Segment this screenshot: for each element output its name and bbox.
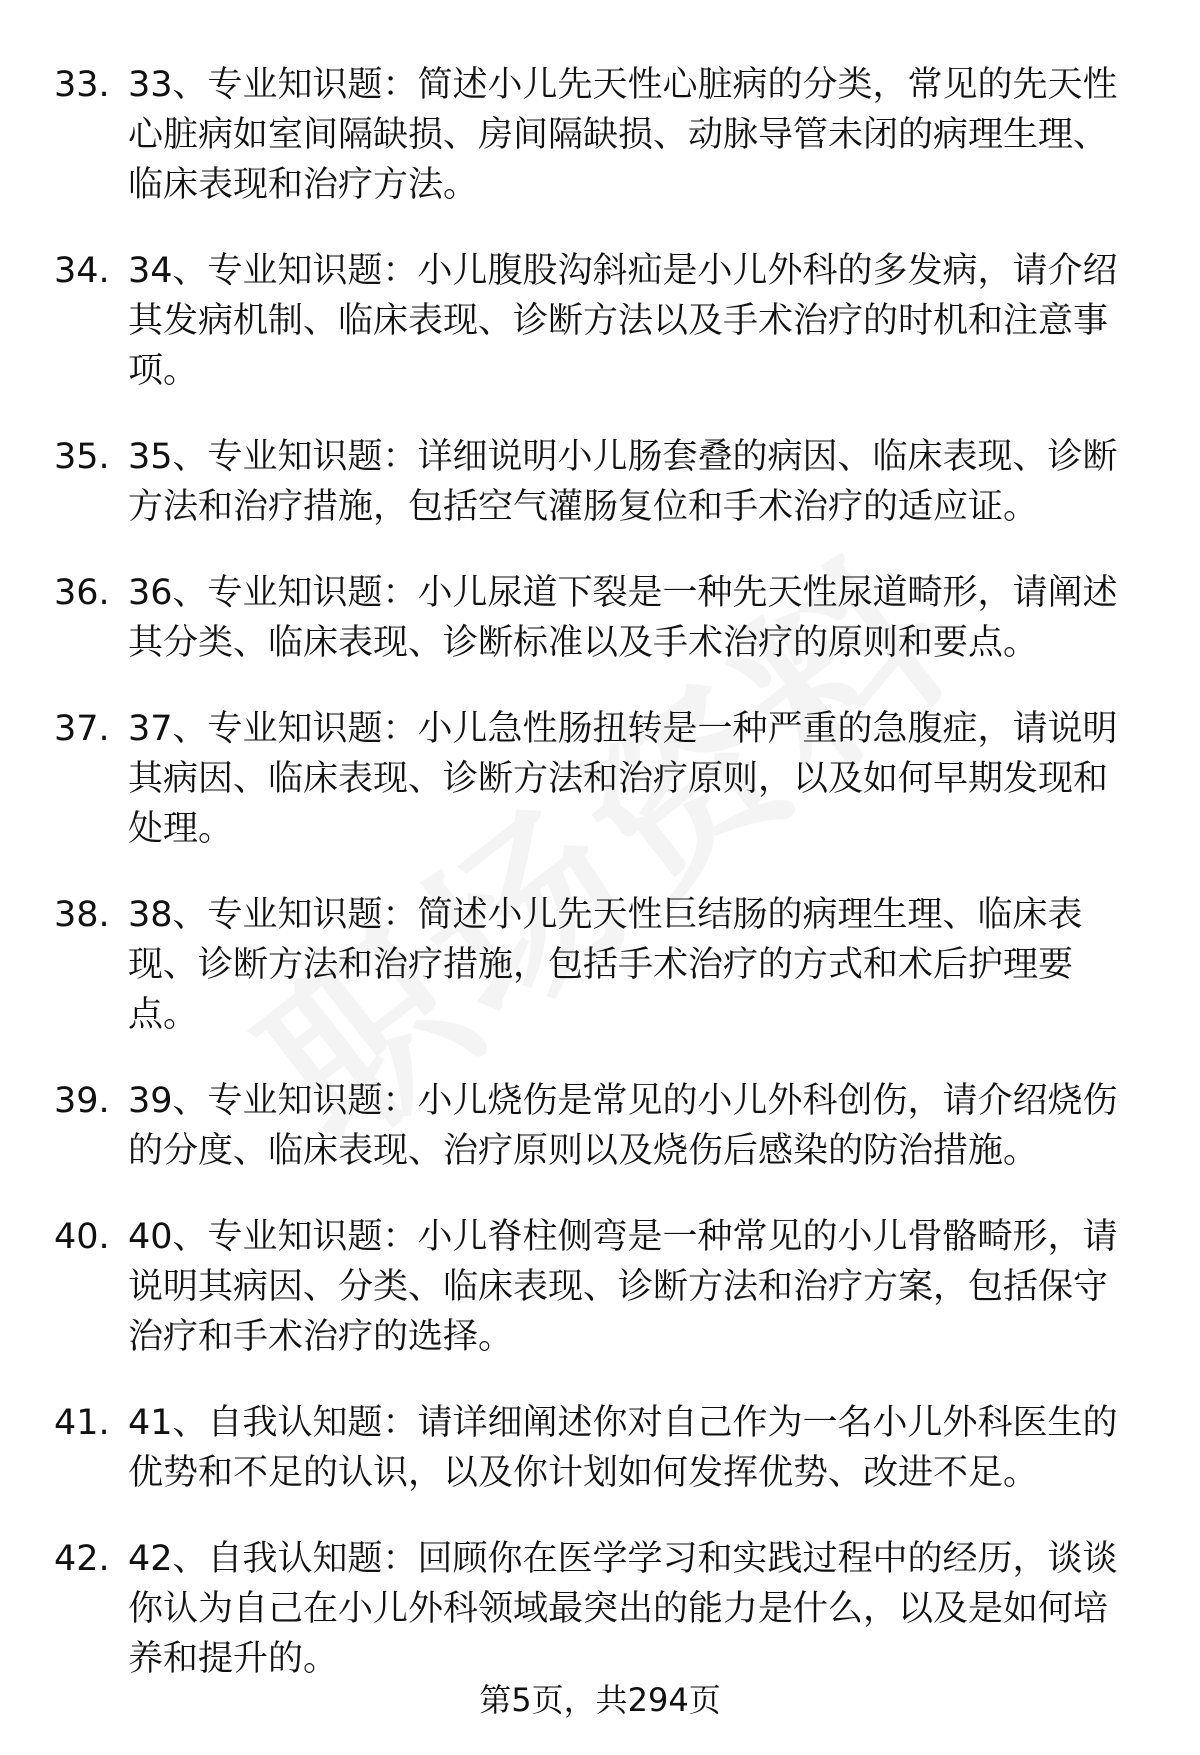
question-number: 36. <box>54 573 110 613</box>
question-text: 42、自我认知题：回顾你在医学学习和实践过程中的经历，谈谈你认为自己在小儿外科领域最突出的能力是什么，以及是如何培养和提升的。 <box>128 1539 1118 1679</box>
question-item <box>0 1398 1200 1498</box>
question-text: 35、专业知识题：详细说明小儿肠套叠的病因、临床表现、诊断方法和治疗措施，包括空气灌肠复位和手术治疗的适应证。 <box>128 437 1118 527</box>
question-text: 38、专业知识题：简述小儿先天性巨结肠的病理生理、临床表现、诊断方法和治疗措施，包括手术治疗的方式和术后护理要点。 <box>128 895 1083 1035</box>
question-item <box>0 568 1200 668</box>
question-text: 40、专业知识题：小儿脊柱侧弯是一种常见的小儿骨骼畸形，请说明其病因、分类、临床表现、诊断方法和治疗方案，包括保守治疗和手术治疗的选择。 <box>128 1217 1118 1357</box>
question-number: 42. <box>54 1539 110 1579</box>
question-text: 41、自我认知题：请详细阐述你对自己作为一名小儿外科医生的优势和不足的认识，以及你计划如何发挥优势、改进不足。 <box>128 1403 1118 1493</box>
question-number: 41. <box>54 1403 110 1443</box>
question-item <box>0 1212 1200 1362</box>
question-item <box>0 246 1200 396</box>
question-number: 35. <box>54 437 110 477</box>
question-item <box>0 704 1200 854</box>
question-text: 39、专业知识题：小儿烧伤是常见的小儿外科创伤，请介绍烧伤的分度、临床表现、治疗原则以及烧伤后感染的防治措施。 <box>128 1081 1118 1171</box>
page-footer <box>0 1680 1200 1720</box>
question-item <box>0 1534 1200 1684</box>
question-number: 37. <box>54 709 110 749</box>
question-text: 34、专业知识题：小儿腹股沟斜疝是小儿外科的多发病，请介绍其发病机制、临床表现、诊断方法以及手术治疗的时机和注意事项。 <box>128 251 1118 391</box>
question-item <box>0 60 1200 210</box>
question-text: 33、专业知识题：简述小儿先天性心脏病的分类，常见的先天性心脏病如室间隔缺损、房间隔缺损、动脉导管未闭的病理生理、临床表现和治疗方法。 <box>128 65 1118 205</box>
question-number: 38. <box>54 895 110 935</box>
question-item <box>0 1076 1200 1176</box>
question-list <box>0 60 1200 1720</box>
page-number-label: 第5页，共294页 <box>479 1681 721 1719</box>
question-number: 40. <box>54 1217 110 1257</box>
question-number: 34. <box>54 251 110 291</box>
question-text: 37、专业知识题：小儿急性肠扭转是一种严重的急腹症，请说明其病因、临床表现、诊断方法和治疗原则，以及如何早期发现和处理。 <box>128 709 1118 849</box>
question-number: 39. <box>54 1081 110 1121</box>
question-text: 36、专业知识题：小儿尿道下裂是一种先天性尿道畸形，请阐述其分类、临床表现、诊断标准以及手术治疗的原则和要点。 <box>128 573 1118 663</box>
question-item <box>0 890 1200 1040</box>
question-number: 33. <box>54 65 110 105</box>
question-item <box>0 432 1200 532</box>
